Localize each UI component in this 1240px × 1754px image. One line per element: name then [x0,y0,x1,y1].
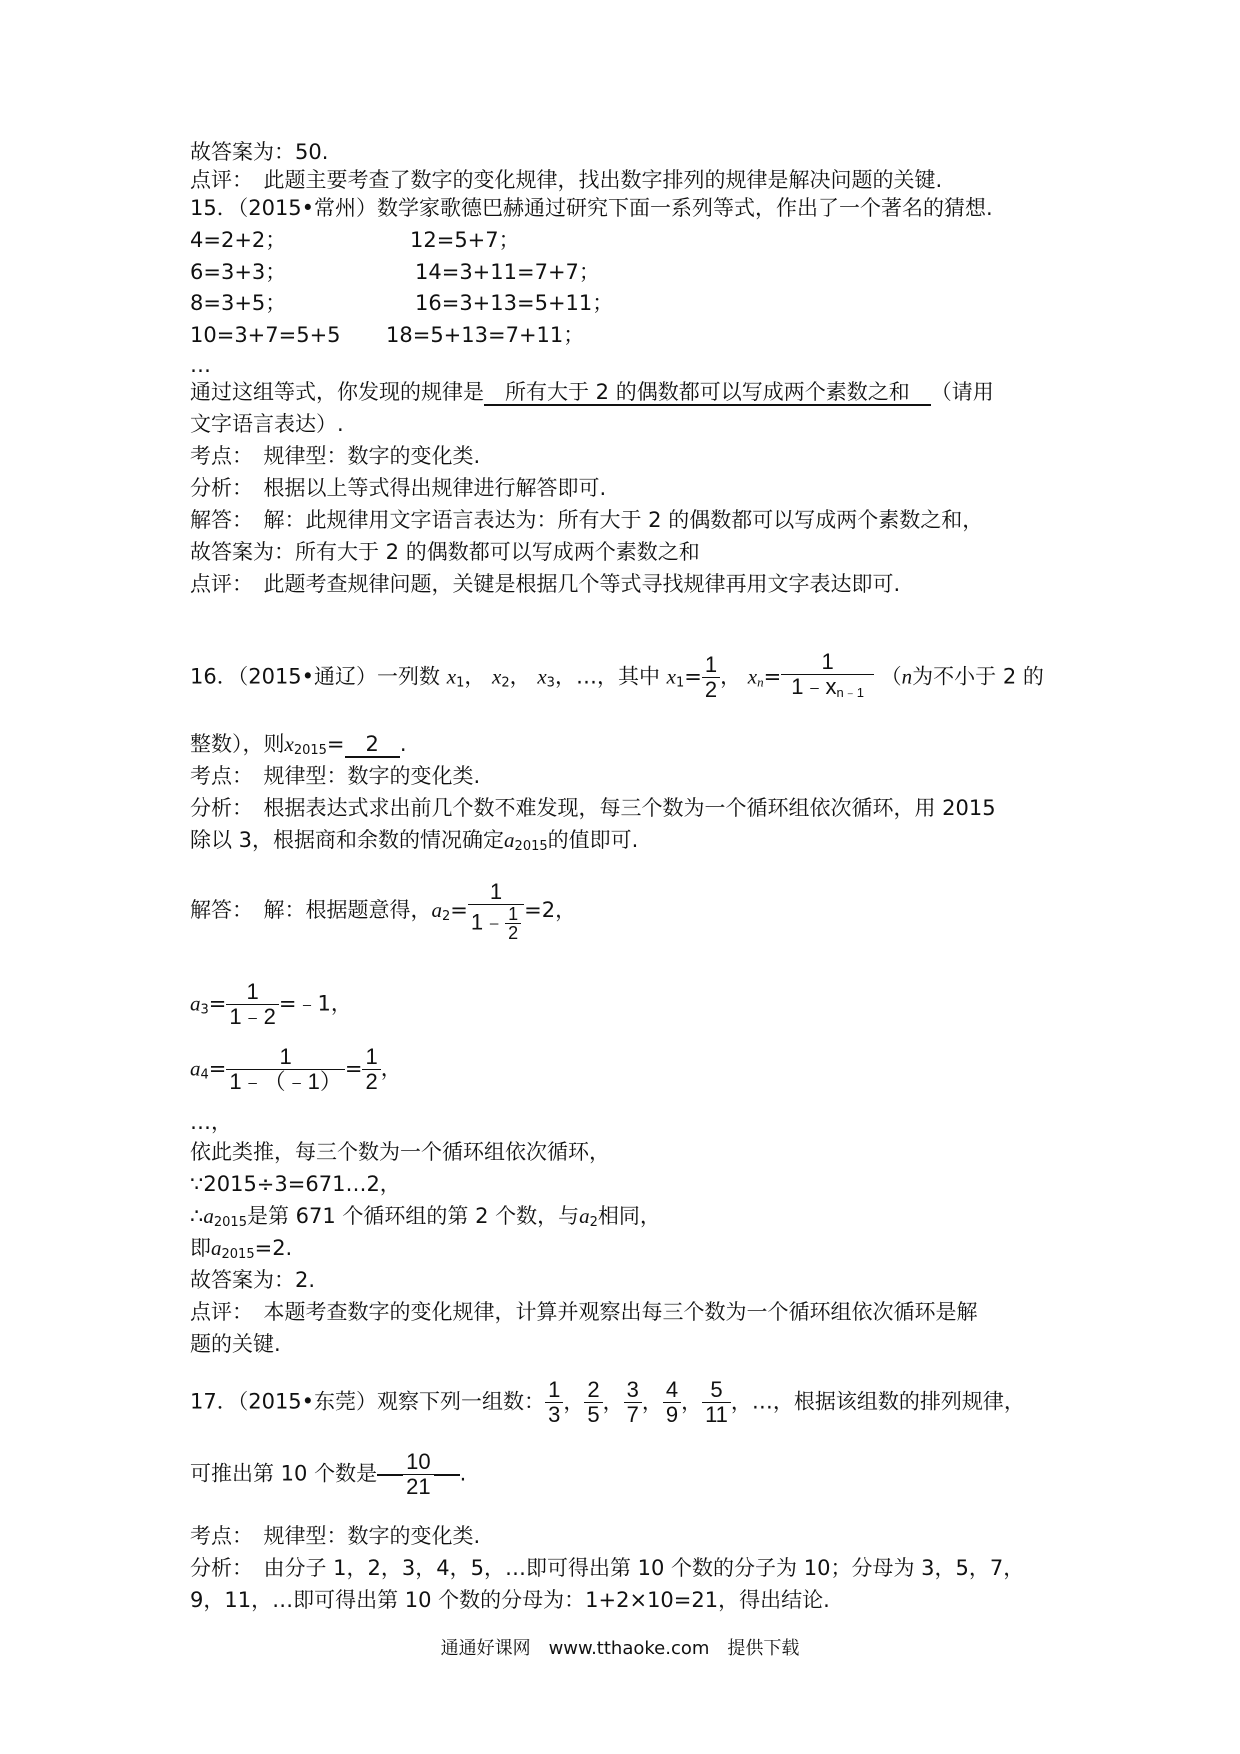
math-var: a [504,828,515,852]
text: （请用 [930,380,994,404]
page-footer: 通通好课网 www.tthaoke.com 提供下载 [440,1638,800,1659]
equation: 18=5+13=7+11； [386,323,585,347]
text: …，根据该组数的排列规律， [751,1389,1025,1414]
equation: 14=3+11=7+7； [415,260,600,284]
problem-17-stem [190,1378,1025,1427]
comment-15: 点评： 此题考查规律问题，关键是根据几个等式寻找规律再用文字表达即可. [190,572,901,596]
text: = [344,1056,363,1081]
ellipsis: … [190,353,211,377]
math-sub: 3 [546,675,555,691]
math-var: a [431,898,442,922]
kaodian-16: 考点： 规律型：数字的变化类. [190,764,481,788]
denominator: 21 [403,1474,433,1499]
denominator: 2 [505,923,521,942]
denominator: 1﹣2 [226,1004,278,1029]
problem-16-stem: 16．（2015•通辽）一列数 $x_1$， $x_2$， $x_3$，…，其中 $x_1=$ $\frac{1}{2}$ ， $x_n=$ $\frac{1}{1﹣x_{n﹣1}}$ （n为不小于 2 的 [190,650,1044,705]
solution-line: 依此类推，每三个数为一个循环组依次循环， [190,1140,610,1164]
math-var: a [190,1056,201,1081]
text: 为不小于 2 的 [912,664,1044,689]
numerator: 1 [821,649,834,674]
fraction-inner [505,905,521,942]
problem-16-question [190,730,407,765]
math-var: x [284,732,294,756]
sequence-fraction [545,1378,563,1427]
numerator: 5 [710,1377,723,1402]
denominator: 2 [702,677,720,702]
a4-line [190,1045,402,1094]
text: = [763,664,782,689]
text: 即 [190,1236,211,1260]
math-var: a [579,1204,590,1228]
jieda-15: 解答： 解：此规律用文字语言表达为：所有大于 2 的偶数都可以写成两个素数之和， [190,508,984,532]
fenxi-15: 分析： 根据以上等式得出规律进行解答即可. [190,476,607,500]
text: 相同， [597,1204,661,1228]
solution-line: ∵2015÷3=671…2， [190,1172,401,1196]
denominator [781,674,874,705]
fraction-half [702,653,720,702]
equation: 6=3+3； [190,260,287,284]
text: 1﹣x [791,674,837,699]
numerator: 3 [626,1377,639,1402]
separator: ， [641,1389,663,1414]
problem-15-question-cont: 文字语言表达）. [190,412,344,436]
equation: 4=2+2； [190,228,287,252]
math-sub: 1 [456,675,465,691]
denominator [468,904,524,942]
fraction-answer [403,1450,433,1499]
equation-row [190,321,585,349]
comment-16-cont: 题的关键. [190,1332,281,1356]
equation-row [190,226,520,254]
math-sub: 3 [200,1002,209,1018]
text: =2， [524,898,577,922]
numerator: 1 [365,1044,378,1069]
denominator: 9 [663,1402,681,1427]
math-var: x [537,664,547,689]
a3-line [190,980,352,1029]
math-sub: 2 [589,1215,598,1230]
equation: 16=3+13=5+11； [415,291,614,315]
math-sub: 1 [675,675,685,691]
text: 是第 671 个循环组的第 2 个数，与 [246,1204,580,1228]
math-sub: 2 [501,675,510,691]
equation: 10=3+7=5+5 [190,323,341,347]
text: . [459,1461,467,1486]
denominator: 5 [584,1402,602,1427]
fraction-sequence [545,1377,752,1427]
numerator: 1 [508,904,519,924]
separator: ， [730,1389,752,1414]
equation-row [190,289,614,317]
sequence-fraction [702,1378,731,1427]
text: 除以 3，根据商和余数的情况确定 [190,828,505,852]
text: ， [720,664,742,689]
answer-15: 故答案为：所有大于 2 的偶数都可以写成两个素数之和 [190,540,700,564]
fenxi-16: 分析： 根据表达式求出前几个数不难发现，每三个数为一个循环组依次循环，用 2015 [190,796,996,820]
numerator: 2 [587,1377,600,1402]
sequence-fraction [624,1378,642,1427]
math-sub: 4 [200,1067,209,1083]
ellipsis: …， [190,1110,232,1134]
math-sub: 2 [442,909,451,924]
problem-15-question [190,378,994,406]
numerator: 1 [548,1377,561,1402]
fraction-a4 [226,1045,344,1094]
denominator: 3 [545,1402,563,1427]
math-var: a [211,1236,222,1260]
text: 解答： 解：根据题意得， [190,898,432,922]
separator: ， [681,1389,703,1414]
equation: 8=3+5； [190,291,287,315]
math-var: x [492,664,502,689]
text: （ [880,664,902,689]
text: = [208,991,227,1016]
kaodian-17: 考点： 规律型：数字的变化类. [190,1524,481,1548]
text: 整数），则 [190,732,285,756]
jieda-16 [190,880,576,942]
text: ， [509,664,531,689]
sequence-fraction [584,1378,602,1427]
equation: 12=5+7； [410,228,520,252]
text: 的值即可. [547,828,639,852]
comment-16: 点评： 本题考查数字的变化规律，计算并观察出每三个数为一个循环组依次循环是解 [190,1300,978,1324]
numerator: 1 [704,652,718,677]
text: ， [380,1056,402,1081]
separator: ， [563,1389,585,1414]
denominator: 7 [624,1402,642,1427]
math-var: x [747,664,758,689]
answer-blank: 所有大于 2 的偶数都可以写成两个素数之和 [484,380,931,404]
sequence-fraction [663,1378,681,1427]
equation-row [190,258,600,286]
text: 17．（2015•东莞）观察下列一组数： [190,1389,546,1414]
text: 可推出第 10 个数是 [190,1461,378,1486]
denominator: 2 [362,1069,380,1094]
text: = [208,1056,227,1081]
text: ∴ [190,1204,204,1228]
solution-line [190,1234,292,1269]
math-var: x [666,664,676,689]
math-var: a [203,1204,214,1228]
text: = [684,664,702,689]
problem-15-stem: 15．（2015•常州）数学家歌德巴赫通过研究下面一系列等式，作出了一个著名的猜想. [190,196,993,220]
math-var: n [901,664,913,689]
numerator: 10 [406,1449,431,1474]
answer-blank [377,1450,459,1499]
numerator: 1 [279,1044,292,1069]
text: = [326,732,345,756]
text: ， [464,664,486,689]
solution-line [190,1202,661,1237]
answer-16: 故答案为：2. [190,1268,316,1292]
text: ，…， [554,664,618,689]
fraction-a4-result [362,1045,380,1094]
fenxi-17: 分析： 由分子 1，2，3，4，5，…即可得出第 10 个数的分子为 10；分母为 3，5，7， [190,1556,1025,1580]
text: =2. [254,1236,293,1260]
text: = [450,898,468,922]
math-sub: 2015 [213,1215,247,1230]
math-sub: 2015 [514,839,548,854]
separator: ， [602,1389,624,1414]
denominator: 1﹣（﹣1） [226,1069,344,1094]
text: 通过这组等式，你发现的规律是 [190,380,484,404]
math-var: a [190,991,201,1016]
fraction-xn [781,650,874,705]
denominator: 11 [702,1402,731,1427]
fenxi-17-cont: 9，11，…即可得出第 10 个数的分母为：1+2×10=21，得出结论. [190,1588,830,1612]
numerator: 1 [489,879,503,904]
answer-blank: 2 [344,732,400,756]
text: =﹣1， [278,991,352,1016]
text: 1﹣ [470,909,506,935]
kaodian-15: 考点： 规律型：数字的变化类. [190,444,481,468]
answer-14: 故答案为：50. [190,140,329,164]
comment-14: 点评： 此题主要考查了数字的变化规律，找出数字排列的规律是解决问题的关键. [190,168,943,192]
math-sub: 2015 [221,1247,255,1262]
fenxi-16-cont [190,826,638,861]
numerator: 4 [665,1377,679,1402]
problem-17-question [190,1450,466,1499]
math-sub: n [757,674,764,690]
math-sub: 2015 [293,743,327,758]
fraction-a2 [468,880,524,942]
text: . [399,732,407,756]
numerator: 1 [246,979,259,1004]
math-var: x [446,664,457,689]
text: 16．（2015•通辽）一列数 [190,664,441,689]
math-sub: n﹣1 [836,685,864,700]
fraction-a3 [226,980,278,1029]
